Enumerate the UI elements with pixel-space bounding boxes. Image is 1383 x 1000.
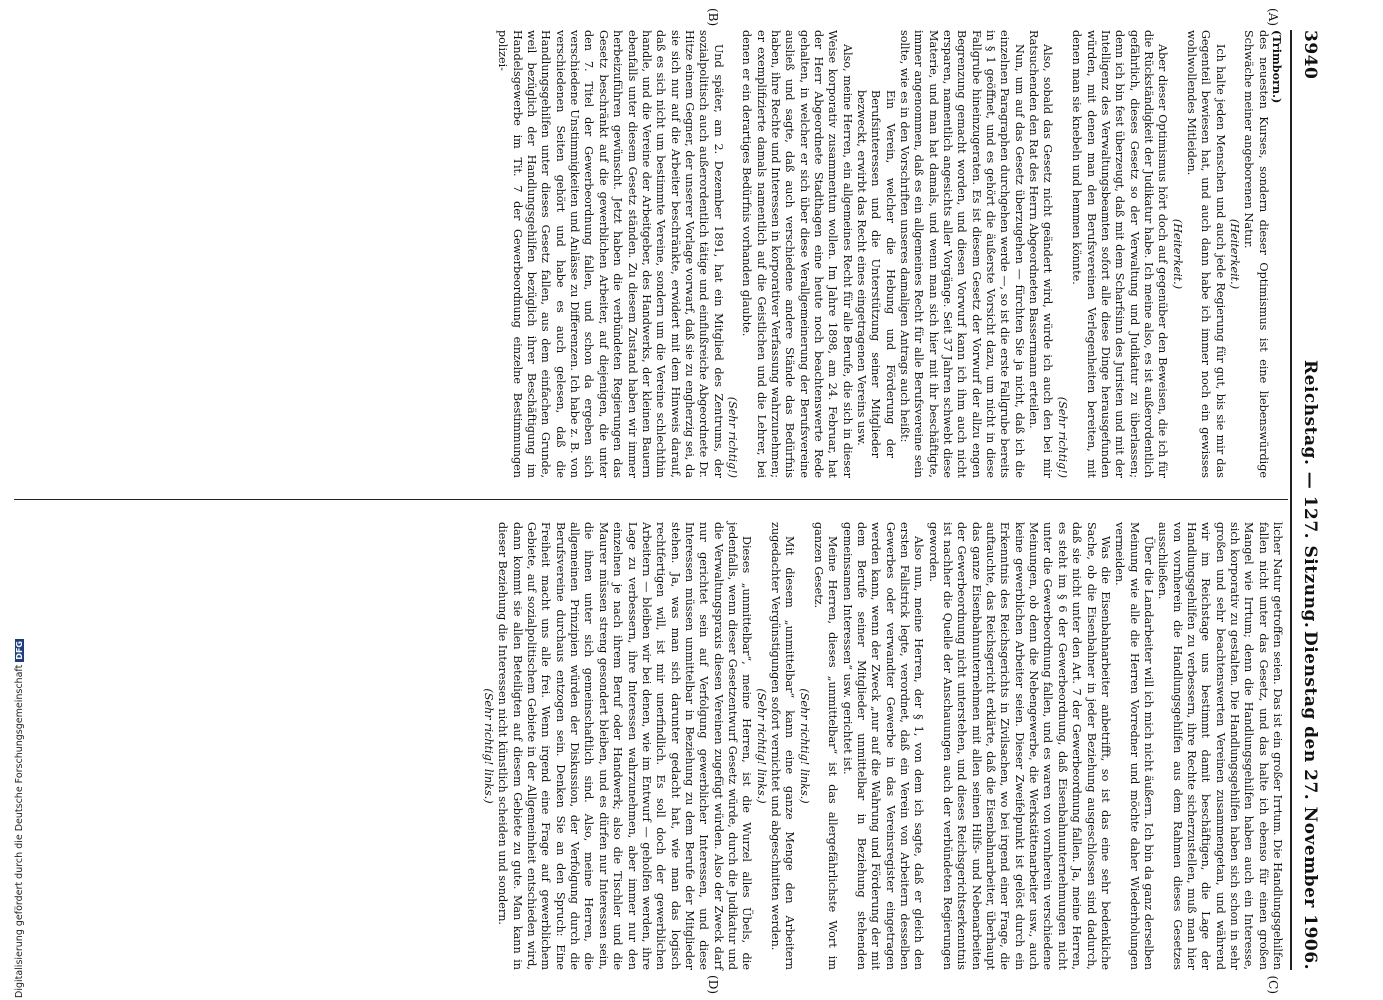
paragraph: licher Natur getroffen seien. Das ist ein großer Irrtum. Die Handlungsgehilfen fallen nicht unter das Gesetz, und das halte ich ebenso für einen großen Mangel wie Irrtum; denn die Handlungsgehilfen haben auch ein Interesse, sich korporativ zu gestalten. Die Handlungsgehilfen haben sich schon in sehr großen und sehr beachtenswerten Vereinen zusammengetan, und während wir im Reichstage uns bestimmt damit beschäftigen, die Lage der Handlungsgehilfen zu verbessern, ihre Rechte sicherzustellen, muß man hier von vornherein die Handlungsgehilfen aus dem Rahmen dieses Gesetzes ausschließen.	[1156, 522, 1284, 970]
paragraph: Über die Landarbeiter will ich mich nicht äußern. Ich bin da ganz derselben Meinung wie alle die Herren Vorredner und möchte daher Wiederholungen vermeiden.	[1113, 522, 1155, 970]
interjection: (Heiterkeit.)	[1227, 218, 1241, 290]
dfg-logo: DFG	[15, 641, 24, 660]
credit-strip	[0, 0, 25, 1000]
page-header	[1296, 30, 1322, 970]
interjection: (Sehr richtig! links.)	[754, 688, 768, 804]
header-rule	[1290, 30, 1292, 970]
margin-marker-b: (B)	[706, 8, 720, 27]
paragraph: Mit diesem „unmittelbar“ kann eine ganze Menge den Arbeitern zugedachter Vergünstigungen sofort vernichtet und abgeschnitten werden.	[768, 522, 797, 970]
paragraph: Also, meine Herren, ein allgemeines Recht für alle Berufe, die sich in dieser Weise korporativ zusammentun wollen. Im Jahre 1898, am 24. Februar, hat der Herr Abgeordnete Stadthagen eine heute noch beachtenswerte Rede gehalten, in welcher er sich über diese Verallgemeinerung der Berufsvereine ausließ und sagte, daß auch verschiedene andere Stände das Bedürfnis haben, ihre Rechte und Interessen in korporativer Verfassung wahrzunehmen; er exemplifizierte damals namentlich auf die Geistlichen und die Lehrer, bei denen er ein derartiges Bedürfnis vorhanden glaubte.	[740, 30, 854, 478]
paragraph: Also nun, meine Herren, der § 1, von dem ich sagte, daß er gleich den ersten Fallstrick legte, verordnet, daß ein Verein von Arbeitern desselben Gewerbes oder verwandter Gewerbe in das Vereinsregister eingetragen werden kann, wenn der Zweck „nur auf die Wahrung und Förderung der mit dem Berufe seiner Mitglieder unmittelbar in Beziehung stehenden gemeinsamen Interessen“ usw. gerichtet ist.	[840, 522, 926, 970]
credit-text: Digitalisierung gefördert durch die Deutsche Forschungsgemeinschaft	[14, 664, 25, 998]
paragraph: Und später, am 2. Dezember 1891, hat ein Mitglied des Zentrums, der sozialpolitisch auch außerordentlich tätige und einflußreiche Abgeordnete Dr. Hitze einem Gegner, der unserer Vorlage vorwarf, daß sie zu engherzig sei, da sie sich nur auf die Arbeiter beschränkte, erwidert mit dem Hinweis darauf, daß es sich nicht um bestimmte Vereine, sondern um die Vereine schlechthin handle, und die Vereine der Arbeitgeber, des Handwerks, der kleinen Bauern ebenfalls unter diesem Gesetz ständen. Zu diesem Zustand haben wir immer herbeizuführen gewünscht. Jetzt haben die verbündeten Regierungen das Gesetz beschränkt auf die gewerblichen Arbeiter, auf diejenigen, die unter den 7. Titel der Gewerbeordnung fallen, und schon da ergeben sich verschiedene Unstimmigkeiten und Anlässe zu Differenzen. Ich habe z. B. von verschiedenen Seiten gehört und habe es auch gelesen, daß die Handlungsgehilfen unter dieses Gesetz fallen, aus dem einfachen Grunde, weil bezüglich der Handlungsgehilfen bezüglich ihrer Beschäftigung im Handelsgewerbe im Tit. 7 der Gewerbeordnung einzelne Bestimmungen polizei-	[496, 30, 725, 478]
column-divider	[14, 499, 1288, 500]
paragraph: Aber dieser Optimismus hört doch auf gegenüber den Beweisen, die ich für die Rückständigkeit der Judikatur habe. Ich meine also, es ist außerordentlich gefährlich, dieses Gesetz so der Verwaltung und Judikatur zu überlassen; denn ich bin fest überzeugt, daß mit dem Scharfsinn des Juristen und mit der Intelligenz des Verwaltungsbeamten sofort alle diese Dinge herausgefunden würden, mit denen man den Berufsvereinen Verlegenheiten bereiten, mit denen man sie knebeln und hemmen könnte.	[1070, 30, 1170, 478]
paragraph: Nun, um auf das Gesetz überzugehen — fürchten Sie ja nicht, daß ich die einzelnen Paragraphen durchgehen werde —, so ist die erste Fallgrube bereits in § 1 geöffnet, und es gehört die äußerste Vorsicht dazu, um nicht in diese Fallgrube hineinzugeraten. Es ist diesem Gesetz der Vorwurf der allzu engen Begrenzung gemacht worden, und diesen Vorwurf kann ich ihm auch nicht ersparen, namentlich angesichts aller Vorgänge. Seit 37 Jahren schwebt diese Materie, und man hat damals, und wenn man sich hier mit ihr beschäftigte, immer angenommen, daß es ein allgemeines Recht für alle Berufsvereine sein sollte, wie es in den Vorschriften unseres damaligen Antrags auch heißt:	[898, 30, 1026, 478]
paragraph: Meine Herren, dieses „unmittelbar“ ist das allergefährlichste Wort im ganzen Gesetz.	[812, 522, 840, 970]
interjection: (Sehr richtig!)	[1055, 396, 1069, 478]
interjection: (Sehr richtig! links.)	[482, 688, 496, 804]
credit-line	[14, 639, 25, 998]
margin-marker-c: (C)	[1266, 975, 1280, 994]
paragraph: Was die Eisenbahnarbeiter anbetrifft, so ist das eine sehr bedenkliche Sache, ob die Eisenbahner in jeder Beziehung ausgeschlossen sind dadurch, daß sie nicht unter den Art. 7 der Gewerbeordnung fallen. Ja, meine Herren, es steht im § 6 der Gewerbeordnung, daß Eisenbahnunternehmungen nicht unter die Gewerbeordnung fallen, und es waren von vornherein verschiedene Meinungen, ob denn die Nebengewerbe, die Werkstättenarbeiter usw., auch keine gewerblichen Arbeiter seien. Dieser Zweifelpunkt ist gelöst durch ein Erkenntnis des Reichsgerichts in Zivilsachen, wo bei irgend einer Frage, die auftauchte, das Reichsgericht erklärte, daß die Eisenbahnarbeiter, überhaupt das ganze Eisenbahnunternehmen mit allen seinen Hilfs- und Nebenarbeiten der Gewerbeordnung nicht unterstehen, und dieses Reichsgerichtserkenntnis ist nachher die Quelle der Anschauungen auch der verbündeten Regierungen geworden.	[926, 522, 1112, 970]
page-number: 3940	[1300, 30, 1320, 80]
paragraph: Ein Verein, welcher die Hebung und Förderung der Berufsinteressen und die Unterstützung seiner Mitglieder bezweckt, erwirbt das Recht eines eingetragenen Vereins usw.	[855, 90, 897, 458]
session-title: Reichstag. — 127. Sitzung.	[1300, 360, 1320, 629]
paragraph: des neuesten Kurses, sondern dieser Optimismus ist eine liebenswürdige Schwäche meiner angeborenen Natur.	[1242, 30, 1270, 478]
interjection: (Heiterkeit.)	[1170, 218, 1184, 290]
paragraph: Ich halte jeden Menschen und auch jede Regierung für gut, bis sie mir das Gegenteil bewiesen hat, und auch dann habe ich immer noch ein gewisses wohlwollendes Mitleiden.	[1184, 30, 1227, 478]
session-date: Dienstag den 27. November 1906.	[1300, 631, 1320, 970]
interjection: (Sehr richtig! links.)	[797, 688, 811, 804]
margin-marker-a: (A)	[1266, 8, 1280, 27]
right-column	[481, 522, 1284, 970]
paragraph: Also, sobald das Gesetz nicht geändert wird, würde ich auch den bei mir Ratsuchenden den Rat des Herrn Abgeordneten Bassermann erteilen.	[1027, 30, 1055, 478]
left-column	[495, 30, 1284, 478]
interjection: (Sehr richtig!)	[725, 396, 739, 478]
speaker-name: (Trimborn.)	[1270, 30, 1284, 104]
margin-marker-d: (D)	[706, 975, 720, 994]
paragraph: Dieses „unmittelbar“, meine Herren, ist die Wurzel alles Übels, die jedenfalls, wenn dieser Gesetzentwurf Gesetz würde, durch die Judikatur und die Verwaltungspraxis diesen Vereinen zugefügt würden. Also der Zweck darf nur gerichtet sein auf Verfolgung gewerblicher Interessen, und diese Interessen müssen unmittelbar in Beziehung zu dem Berufe der Mitglieder stehen. Ja, was man sich darunter gedacht hat, wie man das logisch rechtfertigen will, ist mir unerfindlich. Es soll doch der gewerblichen Arbeitern — bleiben wir bei denen, wie im Entwurf — geholfen werden, ihre Lage zu verbessern, ihre Interessen wahrzunehmen, aber immer nur den einzelnen je nach ihrem Beruf oder Handwerk; also die Tischler und die Maurer müssen streng gesondert bleiben, und es dürfen nur Interessen sein, die ihnen unter sich gemeinschaftlich sind. Also, meine Herren, die allgemeinen Prinzipien würden der Diskussion, der Verfolgung durch die Berufsvereine durchaus entzogen sein. Denken Sie an den Spruch: Eine Freiheit macht uns alle frei. Wenn irgend eine Frage auf gewerblichem Gebiete, auf sozialpolitischem Gebiete in der Allgemeinheit entschieden wird, dann kommt sie allen Beteiligten auf diesem Gebiete zu gute. Man kann in dieser Beziehung die Interessen nicht künstlich scheiden und sondern.	[496, 522, 754, 970]
